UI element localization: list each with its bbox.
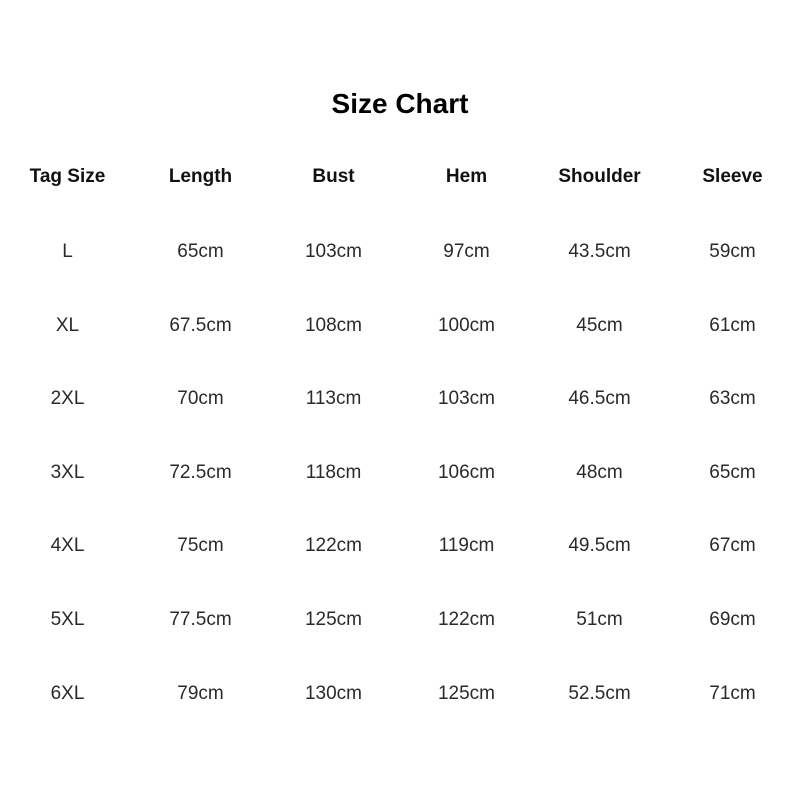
hem-cell: 125cm <box>437 683 496 704</box>
bust-cell: 103cm <box>304 241 363 262</box>
table-row <box>1 458 799 488</box>
page-title: Size Chart <box>331 88 469 119</box>
shoulder-cell: 46.5cm <box>568 388 631 409</box>
sleeve-cell: 69cm <box>709 609 756 630</box>
column-header-hem: Hem <box>445 166 488 187</box>
table-row <box>1 605 799 635</box>
table-row <box>1 237 799 267</box>
hem-cell: 103cm <box>437 388 496 409</box>
shoulder-cell: 49.5cm <box>568 535 631 556</box>
length-cell: 72.5cm <box>169 462 232 483</box>
hem-cell: 97cm <box>443 241 490 262</box>
shoulder-cell: 52.5cm <box>568 683 631 704</box>
bust-cell: 125cm <box>304 609 363 630</box>
column-header-bust: Bust <box>312 166 355 187</box>
column-header-sleeve: Sleeve <box>702 166 763 187</box>
tag-size-cell: L <box>62 241 73 262</box>
length-cell: 79cm <box>177 683 224 704</box>
table-row <box>1 679 799 709</box>
sleeve-cell: 67cm <box>709 535 756 556</box>
bust-cell: 113cm <box>305 388 362 409</box>
tag-size-cell: 5XL <box>50 609 85 630</box>
length-cell: 75cm <box>177 535 224 556</box>
table-row <box>1 531 799 561</box>
length-cell: 70cm <box>177 388 224 409</box>
length-cell: 67.5cm <box>169 315 232 336</box>
column-header-length: Length <box>168 166 233 187</box>
hem-cell: 100cm <box>437 315 496 336</box>
hem-cell: 106cm <box>437 462 496 483</box>
sleeve-cell: 65cm <box>709 462 756 483</box>
tag-size-cell: 6XL <box>50 683 85 704</box>
tag-size-cell: 2XL <box>50 388 85 409</box>
sleeve-cell: 61cm <box>709 315 756 336</box>
bust-cell: 122cm <box>304 535 363 556</box>
length-cell: 65cm <box>177 241 224 262</box>
tag-size-cell: 3XL <box>50 462 85 483</box>
column-header-tag-size: Tag Size <box>29 166 106 187</box>
tag-size-cell: XL <box>55 315 80 336</box>
length-cell: 77.5cm <box>169 609 232 630</box>
shoulder-cell: 51cm <box>576 609 623 630</box>
table-row <box>1 384 799 414</box>
bust-cell: 130cm <box>304 683 363 704</box>
bust-cell: 108cm <box>304 315 363 336</box>
bust-cell: 118cm <box>305 462 362 483</box>
column-header-shoulder: Shoulder <box>558 166 641 187</box>
table-header <box>1 162 799 192</box>
sleeve-cell: 59cm <box>709 241 756 262</box>
shoulder-cell: 48cm <box>576 462 623 483</box>
hem-cell: 122cm <box>437 609 496 630</box>
sleeve-cell: 71cm <box>709 683 756 704</box>
sleeve-cell: 63cm <box>709 388 756 409</box>
tag-size-cell: 4XL <box>50 535 85 556</box>
hem-cell: 119cm <box>438 535 495 556</box>
table-row <box>1 311 799 341</box>
shoulder-cell: 43.5cm <box>568 241 631 262</box>
shoulder-cell: 45cm <box>576 315 623 336</box>
